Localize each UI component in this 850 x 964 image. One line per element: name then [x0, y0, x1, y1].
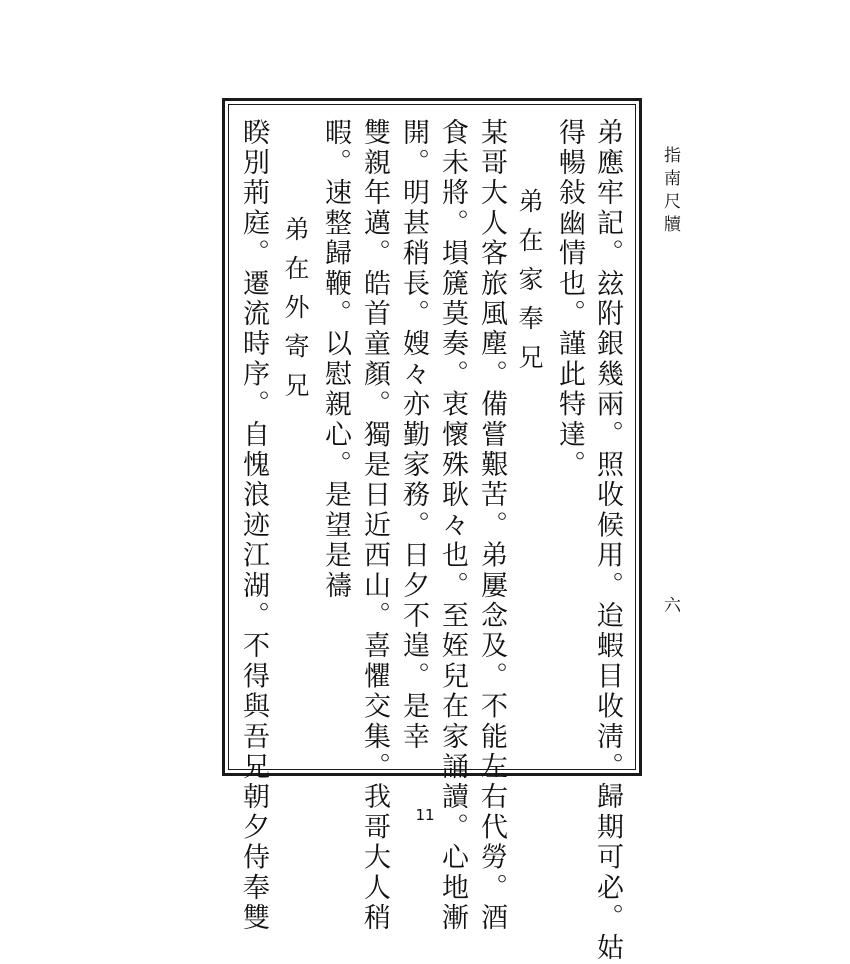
letter-heading-2: 弟在外寄兄 [281, 216, 310, 411]
text-column-6: 開。明甚稍長。嫂々亦勤家務。日夕不遑。是幸 [398, 118, 429, 753]
running-title: 指南尺牘 [660, 146, 680, 238]
text-column-7: 雙親年邁。皓首童顏。獨是日近西山。喜懼交集。我哥大人稍 [359, 118, 390, 934]
text-column-4: 某哥大人客旅風塵。備嘗艱苦。弟屢念及。不能左右代勞。酒 [476, 118, 507, 934]
page-number: 11 [415, 806, 435, 824]
text-column-2: 得暢敍幽情也。謹此特達。 [554, 118, 585, 481]
text-column-10: 睽別荊庭。遷流時序。自愧浪迹江湖。不得與吾兄朝夕侍奉雙 [238, 118, 269, 934]
letter-heading-1: 弟在家奉兄 [515, 188, 544, 383]
text-column-1: 弟應牢記。玆附銀幾兩。照收候用。迨蝦目收淸。歸期可必。姑 [592, 118, 623, 964]
leaf-number: 六 [660, 596, 680, 613]
text-column-5: 食未將。塤篪莫奏。衷懷殊耿々也。至姪兒在家誦讀。心地漸 [437, 118, 468, 934]
text-column-8: 暇。速整歸鞭。以慰親心。是望是禱 [320, 118, 351, 602]
